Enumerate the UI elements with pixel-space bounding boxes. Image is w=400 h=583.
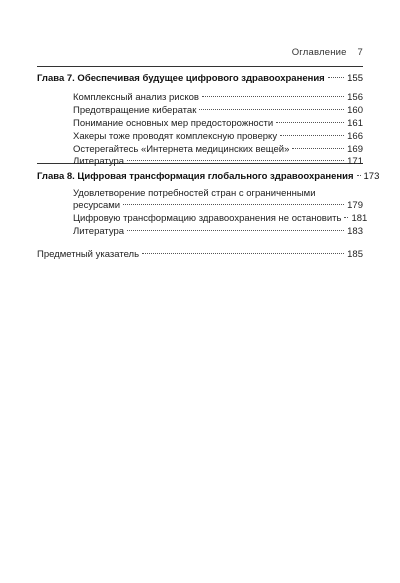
dot-leader xyxy=(280,135,344,136)
toc-chapter-8[interactable] xyxy=(37,171,380,183)
toc-entry-page: 181 xyxy=(351,213,368,224)
toc-entry[interactable] xyxy=(73,144,363,156)
dot-leader xyxy=(292,148,344,149)
toc-entry-title: Комплексный анализ рисков xyxy=(73,92,199,103)
toc-index-page: 185 xyxy=(347,249,363,260)
toc-entry-page: 169 xyxy=(347,144,363,155)
toc-entry[interactable] xyxy=(73,105,363,117)
running-head-page-number: 7 xyxy=(357,47,363,58)
toc-index[interactable] xyxy=(37,249,363,261)
toc-entry-page: 183 xyxy=(347,226,363,237)
toc-chapter-7-title: Глава 7. Обеспечивая будущее цифрового здравоохранения xyxy=(37,73,325,84)
dot-leader xyxy=(202,96,344,97)
toc-entry-title: Предотвращение кибератак xyxy=(73,105,197,116)
running-head xyxy=(292,47,363,58)
toc-entry[interactable] xyxy=(73,156,363,168)
toc-entry-title: Хакеры тоже проводят комплексную проверку xyxy=(73,131,278,142)
toc-entry-page: 179 xyxy=(347,200,363,211)
toc-chapter-8-page: 173 xyxy=(363,171,380,182)
toc-entry-page: 171 xyxy=(347,156,363,167)
toc-chapter-7[interactable] xyxy=(37,73,363,85)
toc-entry-page: 156 xyxy=(347,92,363,103)
toc-entry-title: Цифровую трансформацию здравоохранения не остановить xyxy=(73,213,342,224)
toc-entry[interactable] xyxy=(73,226,363,238)
toc-entry[interactable] xyxy=(73,118,363,130)
toc-entry[interactable] xyxy=(73,131,363,143)
running-head-title: Оглавление xyxy=(291,47,347,58)
toc-entry-title: Литература xyxy=(73,156,125,167)
dot-leader xyxy=(276,122,344,123)
toc-entry-page: 161 xyxy=(347,118,363,129)
toc-chapter-8-title: Глава 8. Цифровая трансформация глобального здравоохранения xyxy=(37,171,354,182)
dot-leader xyxy=(357,175,361,176)
toc-entry-title: Литература xyxy=(73,226,125,237)
toc-entry-title-line1[interactable]: Удовлетворение потребностей стран с ограниченными xyxy=(73,188,316,199)
dot-leader xyxy=(123,204,344,205)
dot-leader xyxy=(127,160,344,161)
toc-index-title: Предметный указатель xyxy=(37,249,140,260)
toc-entry-page: 166 xyxy=(347,131,363,142)
dot-leader xyxy=(199,109,344,110)
toc-entry-page: 160 xyxy=(347,105,363,116)
dot-leader xyxy=(142,253,344,254)
toc-chapter-7-page: 155 xyxy=(347,73,363,84)
toc-entry[interactable] xyxy=(73,92,363,104)
dot-leader xyxy=(344,217,348,218)
toc-entry-title: Понимание основных мер предосторожности xyxy=(73,118,274,129)
toc-entry-title: Остерегайтесь «Интернета медицинских вещей» xyxy=(73,144,290,155)
toc-entry-title-line2: ресурсами xyxy=(73,200,121,211)
dot-leader xyxy=(328,77,344,78)
toc-entry[interactable] xyxy=(73,213,368,225)
top-rule xyxy=(37,66,363,67)
dot-leader xyxy=(127,230,344,231)
toc-entry[interactable] xyxy=(73,200,363,212)
